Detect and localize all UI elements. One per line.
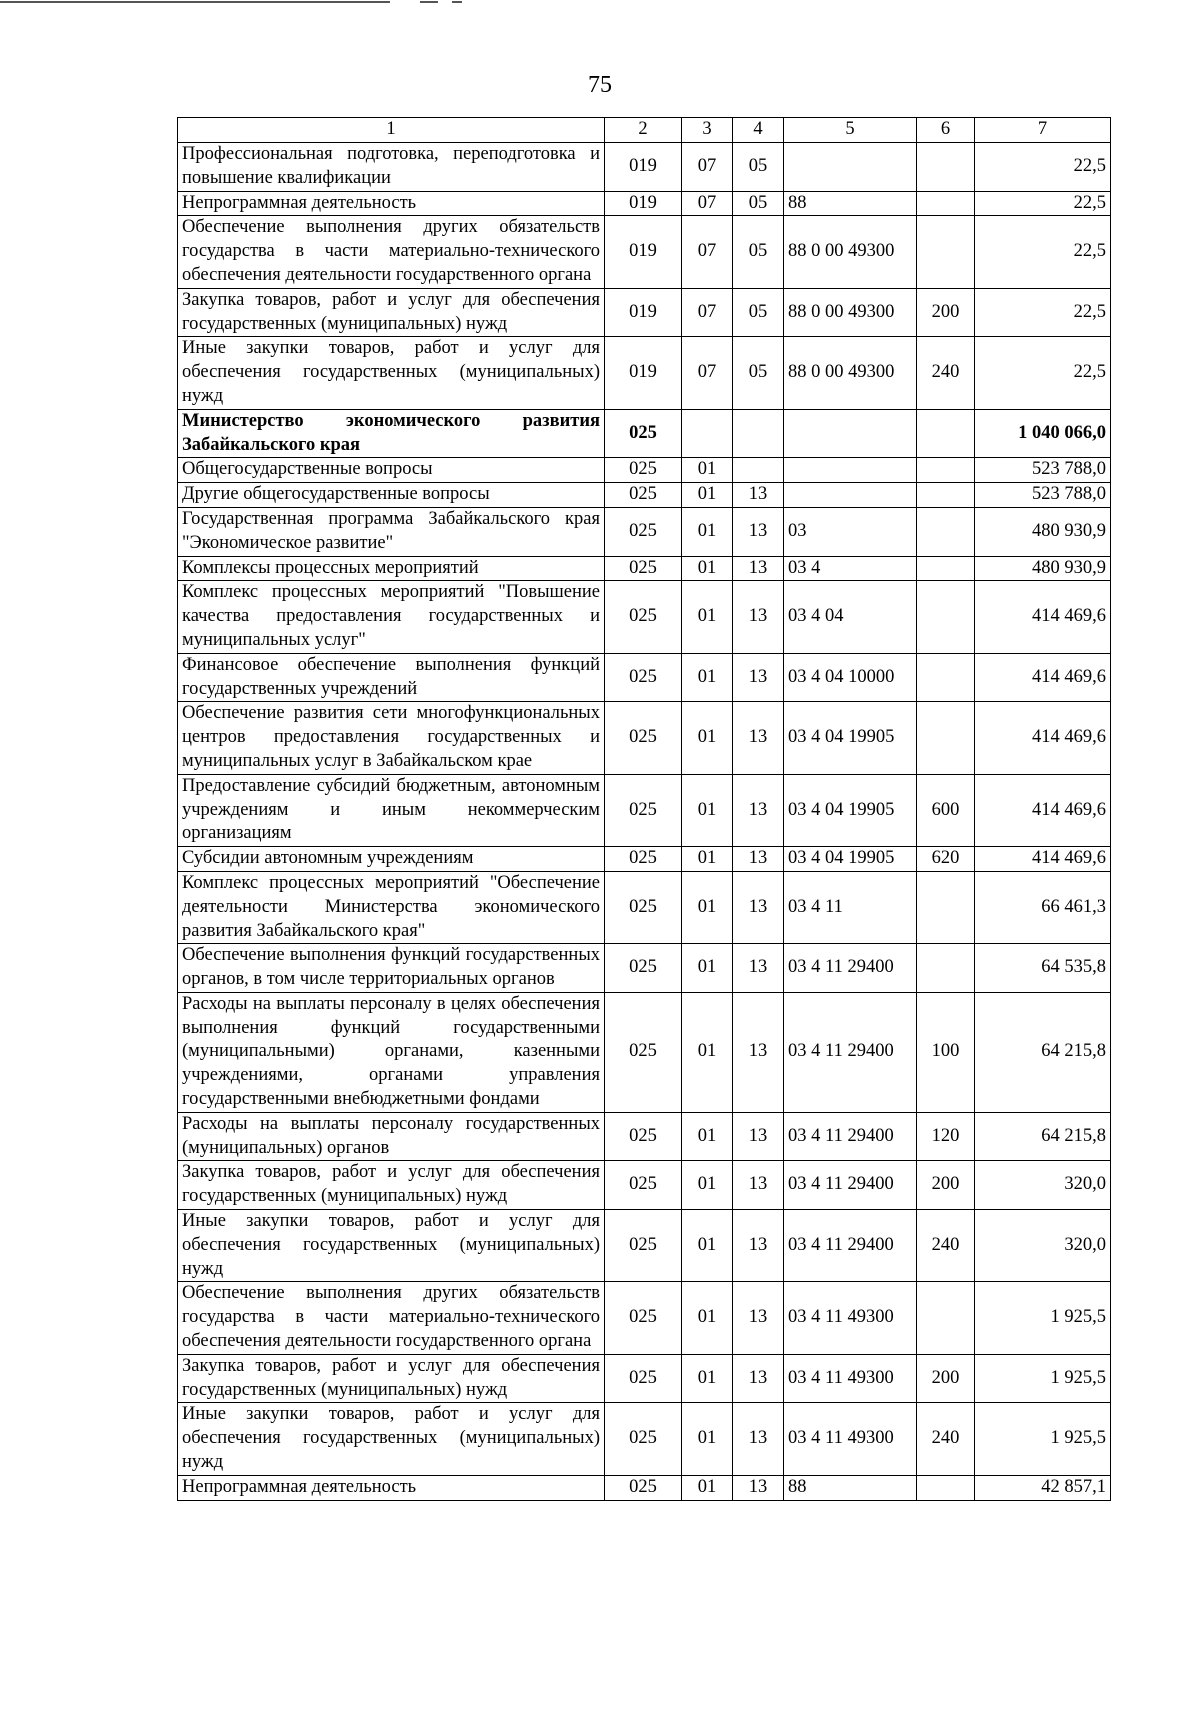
row-ministry-code: 019 [605, 288, 682, 337]
row-section-code: 01 [682, 581, 733, 653]
row-description: Комплекс процессных мероприятий "Обеспечение деятельности Министерства экономического развития Забайкальского края" [178, 871, 605, 943]
budget-table [177, 117, 1111, 1501]
row-target-article: 03 [784, 507, 917, 556]
row-subsection-code: 13 [733, 702, 784, 774]
row-target-article: 88 0 00 49300 [784, 337, 917, 409]
row-expense-type [917, 702, 975, 774]
row-amount: 1 925,5 [975, 1403, 1111, 1475]
row-subsection-code: 13 [733, 1112, 784, 1161]
row-ministry-code: 025 [605, 483, 682, 508]
row-amount: 480 930,9 [975, 556, 1111, 581]
row-target-article: 03 4 04 [784, 581, 917, 653]
table-row [178, 944, 1111, 993]
row-target-article: 03 4 11 29400 [784, 1161, 917, 1210]
row-section-code: 01 [682, 507, 733, 556]
row-description: Общегосударственные вопросы [178, 458, 605, 483]
row-subsection-code: 05 [733, 143, 784, 192]
row-expense-type [917, 458, 975, 483]
row-ministry-code: 025 [605, 653, 682, 702]
row-ministry-code: 025 [605, 1282, 682, 1354]
table-row [178, 409, 1111, 458]
row-description: Обеспечение развития сети многофункциональных центров предоставления государственных и муниципальных услуг в Забайкальском крае [178, 702, 605, 774]
row-description: Иные закупки товаров, работ и услуг для обеспечения государственных (муниципальных) нужд [178, 337, 605, 409]
row-ministry-code: 025 [605, 1475, 682, 1500]
row-description: Комплекс процессных мероприятий "Повышение качества предоставления государственных и муниципальных услуг" [178, 581, 605, 653]
table-row [178, 1210, 1111, 1282]
table-row [178, 337, 1111, 409]
row-target-article: 88 0 00 49300 [784, 288, 917, 337]
row-subsection-code: 13 [733, 774, 784, 846]
table-row [178, 143, 1111, 192]
column-header: 2 [605, 118, 682, 143]
row-ministry-code: 019 [605, 216, 682, 288]
row-expense-type: 240 [917, 1403, 975, 1475]
table-row [178, 556, 1111, 581]
row-subsection-code: 05 [733, 337, 784, 409]
row-target-article: 88 [784, 1475, 917, 1500]
row-amount: 42 857,1 [975, 1475, 1111, 1500]
row-amount: 320,0 [975, 1161, 1111, 1210]
row-description: Комплексы процессных мероприятий [178, 556, 605, 581]
column-header: 3 [682, 118, 733, 143]
table-row [178, 1354, 1111, 1403]
row-description: Закупка товаров, работ и услуг для обеспечения государственных (муниципальных) нужд [178, 1354, 605, 1403]
row-amount: 64 215,8 [975, 1112, 1111, 1161]
table-row [178, 458, 1111, 483]
row-target-article: 03 4 11 29400 [784, 944, 917, 993]
row-expense-type [917, 1475, 975, 1500]
row-expense-type [917, 216, 975, 288]
row-section-code: 01 [682, 1112, 733, 1161]
row-amount: 1 925,5 [975, 1354, 1111, 1403]
table-row [178, 1282, 1111, 1354]
row-description: Закупка товаров, работ и услуг для обеспечения государственных (муниципальных) нужд [178, 1161, 605, 1210]
row-ministry-code: 025 [605, 774, 682, 846]
row-description: Обеспечение выполнения других обязательств государства в части материально-технического обеспечения деятельности государственного органа [178, 216, 605, 288]
row-amount: 414 469,6 [975, 847, 1111, 872]
row-section-code: 01 [682, 556, 733, 581]
table-row [178, 847, 1111, 872]
row-description: Непрограммная деятельность [178, 1475, 605, 1500]
row-ministry-code: 025 [605, 507, 682, 556]
row-subsection-code: 13 [733, 847, 784, 872]
row-description: Министерство экономического развития Забайкальского края [178, 409, 605, 458]
row-target-article: 03 4 11 49300 [784, 1282, 917, 1354]
row-expense-type [917, 944, 975, 993]
row-expense-type [917, 143, 975, 192]
table-row [178, 1112, 1111, 1161]
row-subsection-code: 13 [733, 1210, 784, 1282]
column-header: 1 [178, 118, 605, 143]
row-description: Иные закупки товаров, работ и услуг для обеспечения государственных (муниципальных) нужд [178, 1403, 605, 1475]
page-number: 75 [588, 72, 612, 98]
row-amount: 22,5 [975, 191, 1111, 216]
row-target-article: 03 4 04 19905 [784, 702, 917, 774]
row-amount: 414 469,6 [975, 653, 1111, 702]
row-target-article: 03 4 11 [784, 871, 917, 943]
row-expense-type: 240 [917, 1210, 975, 1282]
row-description: Расходы на выплаты персоналу в целях обеспечения выполнения функций государственными (муниципальными) органами, казенными учреждениями, органами управления государственными внебюджетными фондами [178, 992, 605, 1112]
table-row [178, 581, 1111, 653]
table-row [178, 1403, 1111, 1475]
row-expense-type [917, 507, 975, 556]
row-section-code: 01 [682, 1282, 733, 1354]
table-row [178, 702, 1111, 774]
row-amount: 1 925,5 [975, 1282, 1111, 1354]
row-section-code: 01 [682, 1161, 733, 1210]
row-description: Обеспечение выполнения других обязательств государства в части материально-технического обеспечения деятельности государственного органа [178, 1282, 605, 1354]
row-amount: 22,5 [975, 143, 1111, 192]
row-section-code: 01 [682, 1354, 733, 1403]
row-amount: 414 469,6 [975, 581, 1111, 653]
row-expense-type [917, 483, 975, 508]
row-description: Непрограммная деятельность [178, 191, 605, 216]
row-amount: 64 215,8 [975, 992, 1111, 1112]
row-ministry-code: 025 [605, 702, 682, 774]
table-row [178, 774, 1111, 846]
row-section-code: 07 [682, 143, 733, 192]
row-subsection-code: 13 [733, 992, 784, 1112]
row-section-code: 01 [682, 871, 733, 943]
row-subsection-code: 13 [733, 653, 784, 702]
row-subsection-code: 13 [733, 507, 784, 556]
row-subsection-code: 05 [733, 288, 784, 337]
row-amount: 22,5 [975, 288, 1111, 337]
row-ministry-code: 025 [605, 581, 682, 653]
row-expense-type [917, 653, 975, 702]
row-description: Другие общегосударственные вопросы [178, 483, 605, 508]
row-ministry-code: 025 [605, 992, 682, 1112]
row-amount: 66 461,3 [975, 871, 1111, 943]
table-row [178, 288, 1111, 337]
row-description: Закупка товаров, работ и услуг для обеспечения государственных (муниципальных) нужд [178, 288, 605, 337]
row-expense-type: 100 [917, 992, 975, 1112]
row-ministry-code: 025 [605, 556, 682, 581]
row-target-article: 03 4 04 19905 [784, 847, 917, 872]
row-subsection-code: 13 [733, 1161, 784, 1210]
row-section-code: 01 [682, 774, 733, 846]
row-ministry-code: 019 [605, 191, 682, 216]
row-section-code: 01 [682, 1475, 733, 1500]
row-section-code: 07 [682, 216, 733, 288]
row-subsection-code: 05 [733, 216, 784, 288]
row-ministry-code: 025 [605, 944, 682, 993]
row-ministry-code: 025 [605, 847, 682, 872]
row-target-article [784, 143, 917, 192]
row-description: Профессиональная подготовка, переподготовка и повышение квалификации [178, 143, 605, 192]
row-amount: 1 040 066,0 [975, 409, 1111, 458]
row-subsection-code [733, 409, 784, 458]
scan-edge [0, 0, 1200, 3]
row-target-article [784, 409, 917, 458]
row-amount: 523 788,0 [975, 458, 1111, 483]
row-description: Расходы на выплаты персоналу государственных (муниципальных) органов [178, 1112, 605, 1161]
row-description: Финансовое обеспечение выполнения функций государственных учреждений [178, 653, 605, 702]
row-expense-type [917, 556, 975, 581]
row-target-article: 03 4 04 19905 [784, 774, 917, 846]
row-ministry-code: 025 [605, 1403, 682, 1475]
row-amount: 22,5 [975, 216, 1111, 288]
row-subsection-code: 13 [733, 1475, 784, 1500]
row-expense-type: 600 [917, 774, 975, 846]
row-description: Субсидии автономным учреждениям [178, 847, 605, 872]
row-description: Государственная программа Забайкальского края "Экономическое развитие" [178, 507, 605, 556]
row-section-code: 01 [682, 847, 733, 872]
row-subsection-code: 13 [733, 944, 784, 993]
row-subsection-code: 05 [733, 191, 784, 216]
row-section-code: 07 [682, 288, 733, 337]
row-subsection-code: 13 [733, 581, 784, 653]
row-subsection-code: 13 [733, 1354, 784, 1403]
row-section-code: 01 [682, 483, 733, 508]
row-target-article [784, 483, 917, 508]
row-amount: 64 535,8 [975, 944, 1111, 993]
table-row [178, 653, 1111, 702]
row-subsection-code: 13 [733, 556, 784, 581]
column-header: 4 [733, 118, 784, 143]
row-target-article: 03 4 11 29400 [784, 1112, 917, 1161]
row-amount: 414 469,6 [975, 774, 1111, 846]
row-expense-type: 200 [917, 1354, 975, 1403]
row-section-code: 07 [682, 337, 733, 409]
row-expense-type [917, 409, 975, 458]
row-target-article [784, 458, 917, 483]
row-subsection-code: 13 [733, 1403, 784, 1475]
table-row [178, 216, 1111, 288]
row-ministry-code: 025 [605, 1210, 682, 1282]
row-description: Обеспечение выполнения функций государственных органов, в том числе территориальных органов [178, 944, 605, 993]
column-header: 5 [784, 118, 917, 143]
table-header-row [178, 118, 1111, 143]
table-row [178, 1475, 1111, 1500]
row-ministry-code: 025 [605, 871, 682, 943]
row-section-code: 01 [682, 1403, 733, 1475]
row-ministry-code: 025 [605, 1161, 682, 1210]
row-section-code: 01 [682, 458, 733, 483]
row-section-code: 07 [682, 191, 733, 216]
row-expense-type [917, 1282, 975, 1354]
table-row [178, 992, 1111, 1112]
row-section-code: 01 [682, 1210, 733, 1282]
table-row [178, 191, 1111, 216]
row-subsection-code [733, 458, 784, 483]
row-expense-type: 120 [917, 1112, 975, 1161]
row-subsection-code: 13 [733, 871, 784, 943]
row-target-article: 03 4 11 49300 [784, 1403, 917, 1475]
row-ministry-code: 025 [605, 409, 682, 458]
column-header: 6 [917, 118, 975, 143]
row-expense-type: 200 [917, 288, 975, 337]
row-expense-type: 240 [917, 337, 975, 409]
row-amount: 22,5 [975, 337, 1111, 409]
row-expense-type [917, 871, 975, 943]
table-row [178, 1161, 1111, 1210]
row-target-article: 03 4 11 29400 [784, 992, 917, 1112]
row-description: Предоставление субсидий бюджетным, автономным учреждениям и иным некоммерческим организациям [178, 774, 605, 846]
row-ministry-code: 019 [605, 143, 682, 192]
row-target-article: 03 4 [784, 556, 917, 581]
row-target-article: 03 4 11 29400 [784, 1210, 917, 1282]
row-ministry-code: 025 [605, 1354, 682, 1403]
row-ministry-code: 025 [605, 458, 682, 483]
row-section-code: 01 [682, 944, 733, 993]
row-description: Иные закупки товаров, работ и услуг для обеспечения государственных (муниципальных) нужд [178, 1210, 605, 1282]
row-section-code [682, 409, 733, 458]
row-ministry-code: 025 [605, 1112, 682, 1161]
row-subsection-code: 13 [733, 1282, 784, 1354]
row-expense-type [917, 581, 975, 653]
row-target-article: 03 4 11 49300 [784, 1354, 917, 1403]
table-row [178, 483, 1111, 508]
table-row [178, 507, 1111, 556]
row-section-code: 01 [682, 653, 733, 702]
row-ministry-code: 019 [605, 337, 682, 409]
row-amount: 480 930,9 [975, 507, 1111, 556]
row-expense-type: 620 [917, 847, 975, 872]
row-target-article: 03 4 04 10000 [784, 653, 917, 702]
row-expense-type: 200 [917, 1161, 975, 1210]
row-section-code: 01 [682, 992, 733, 1112]
table-row [178, 871, 1111, 943]
row-amount: 320,0 [975, 1210, 1111, 1282]
row-expense-type [917, 191, 975, 216]
row-section-code: 01 [682, 702, 733, 774]
row-target-article: 88 0 00 49300 [784, 216, 917, 288]
column-header: 7 [975, 118, 1111, 143]
row-subsection-code: 13 [733, 483, 784, 508]
row-target-article: 88 [784, 191, 917, 216]
row-amount: 523 788,0 [975, 483, 1111, 508]
row-amount: 414 469,6 [975, 702, 1111, 774]
